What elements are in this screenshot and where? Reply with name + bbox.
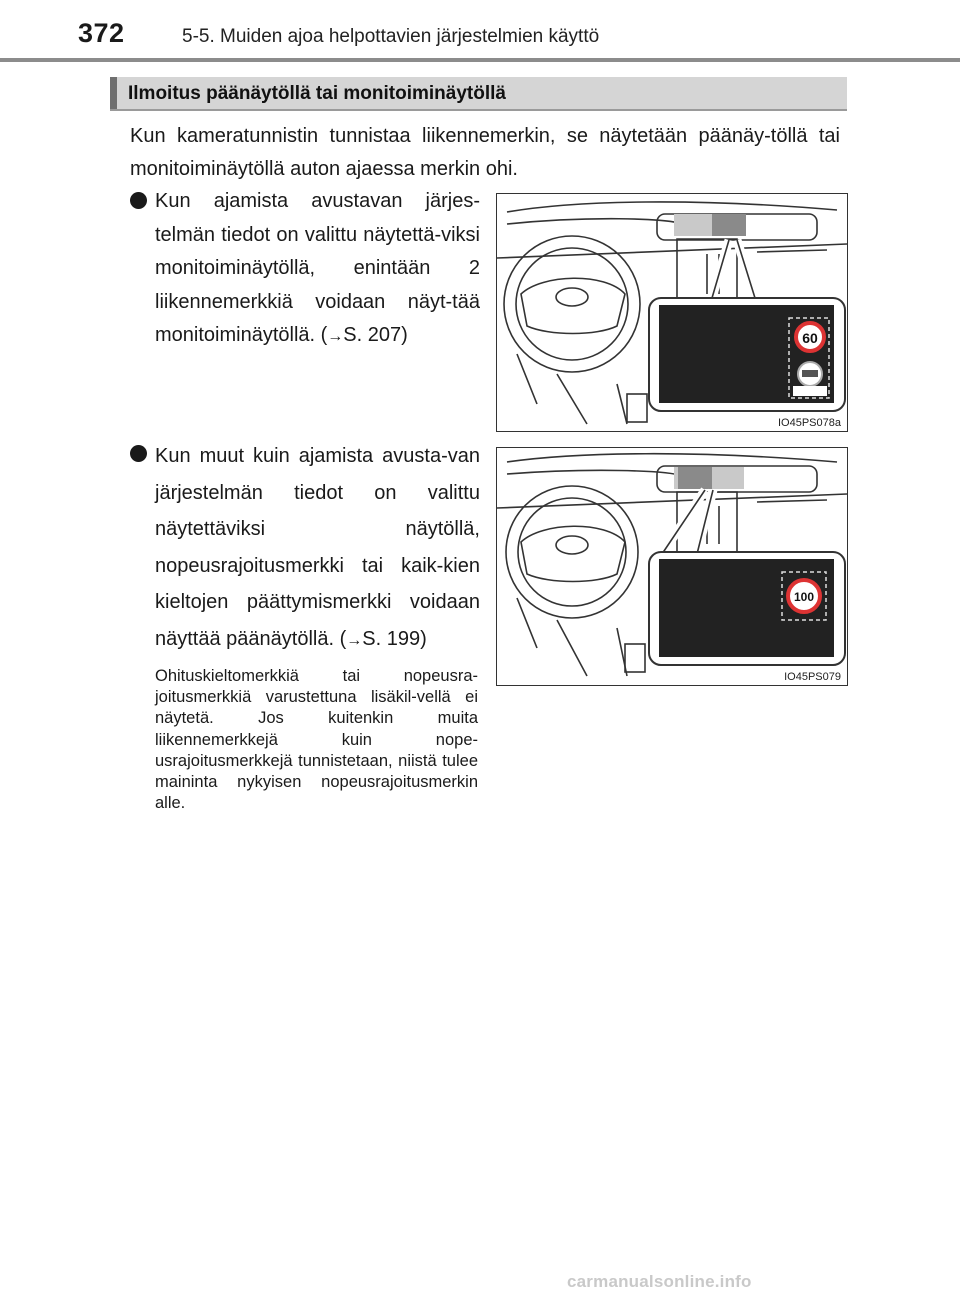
speed-limit-sign-value: 60 [802,330,818,346]
section-title: Ilmoitus päänäytöllä tai monitoiminäytöllä [128,83,506,104]
figure-caption: IO45PS078a [778,417,841,429]
bullet-text [155,185,480,354]
dashboard-illustration [497,448,847,685]
figure-multi-information-display [496,193,848,432]
figure-main-display [496,447,848,686]
header-divider [0,58,960,62]
bullet-body: Kun muut kuin ajamista avusta-van järjestelmän tiedot on valittu näytettäviksi näytöllä, nopeusrajoitusmerkki tai kaik-kien kieltojen päättymismerkki voidaan näyttää päänäytöllä. ( [155,445,480,650]
arrow-right-icon: → [327,328,344,345]
section-heading [110,77,847,111]
bullet-text [155,438,480,659]
bullet-body: Kun ajamista avustavan järjes-telmän tiedot on valittu näytettä-viksi monitoiminäytöllä, enintään 2 liikennemerkkiä voidaan näyt-tää monitoiminäytöllä. ( [155,190,480,346]
chapter-title: 5-5. Muiden ajoa helpottavien järjestelmien käyttö [182,26,600,47]
note-paragraph: Ohituskieltomerkkiä tai nopeusra-joitusmerkkiä varustettuna lisäkil-vellä ei näytetä. Jos kuitenkin muita liikennemerkkejä kuin nope-usrajoitusmerkkejä tunnistetaan, niistä tulee maininta nykyisen nopeusrajoitusmerkin alle. [155,667,478,813]
bullet-item-multi-display [130,185,480,354]
bullet-item-main-display [130,438,480,659]
section-accent [110,77,117,109]
bullet-dot-icon [130,445,147,462]
bullet-dot-icon [130,192,147,209]
intro-paragraph: Kun kameratunnistin tunnistaa liikennemerkin, se näytetään päänäy-töllä tai monitoiminäytöllä auton ajaessa merkin ohi. [130,125,840,180]
page-reference-link[interactable]: S. 199) [362,627,427,650]
arrow-right-icon: → [346,631,363,649]
page-number: 372 [78,18,125,48]
figure-caption: IO45PS079 [784,671,841,683]
page-reference-link[interactable]: S. 207) [343,324,408,346]
watermark-text: carmanualsonline.info [567,1272,752,1291]
speed-limit-sign-value: 100 [793,590,815,604]
dashboard-illustration [497,194,847,431]
